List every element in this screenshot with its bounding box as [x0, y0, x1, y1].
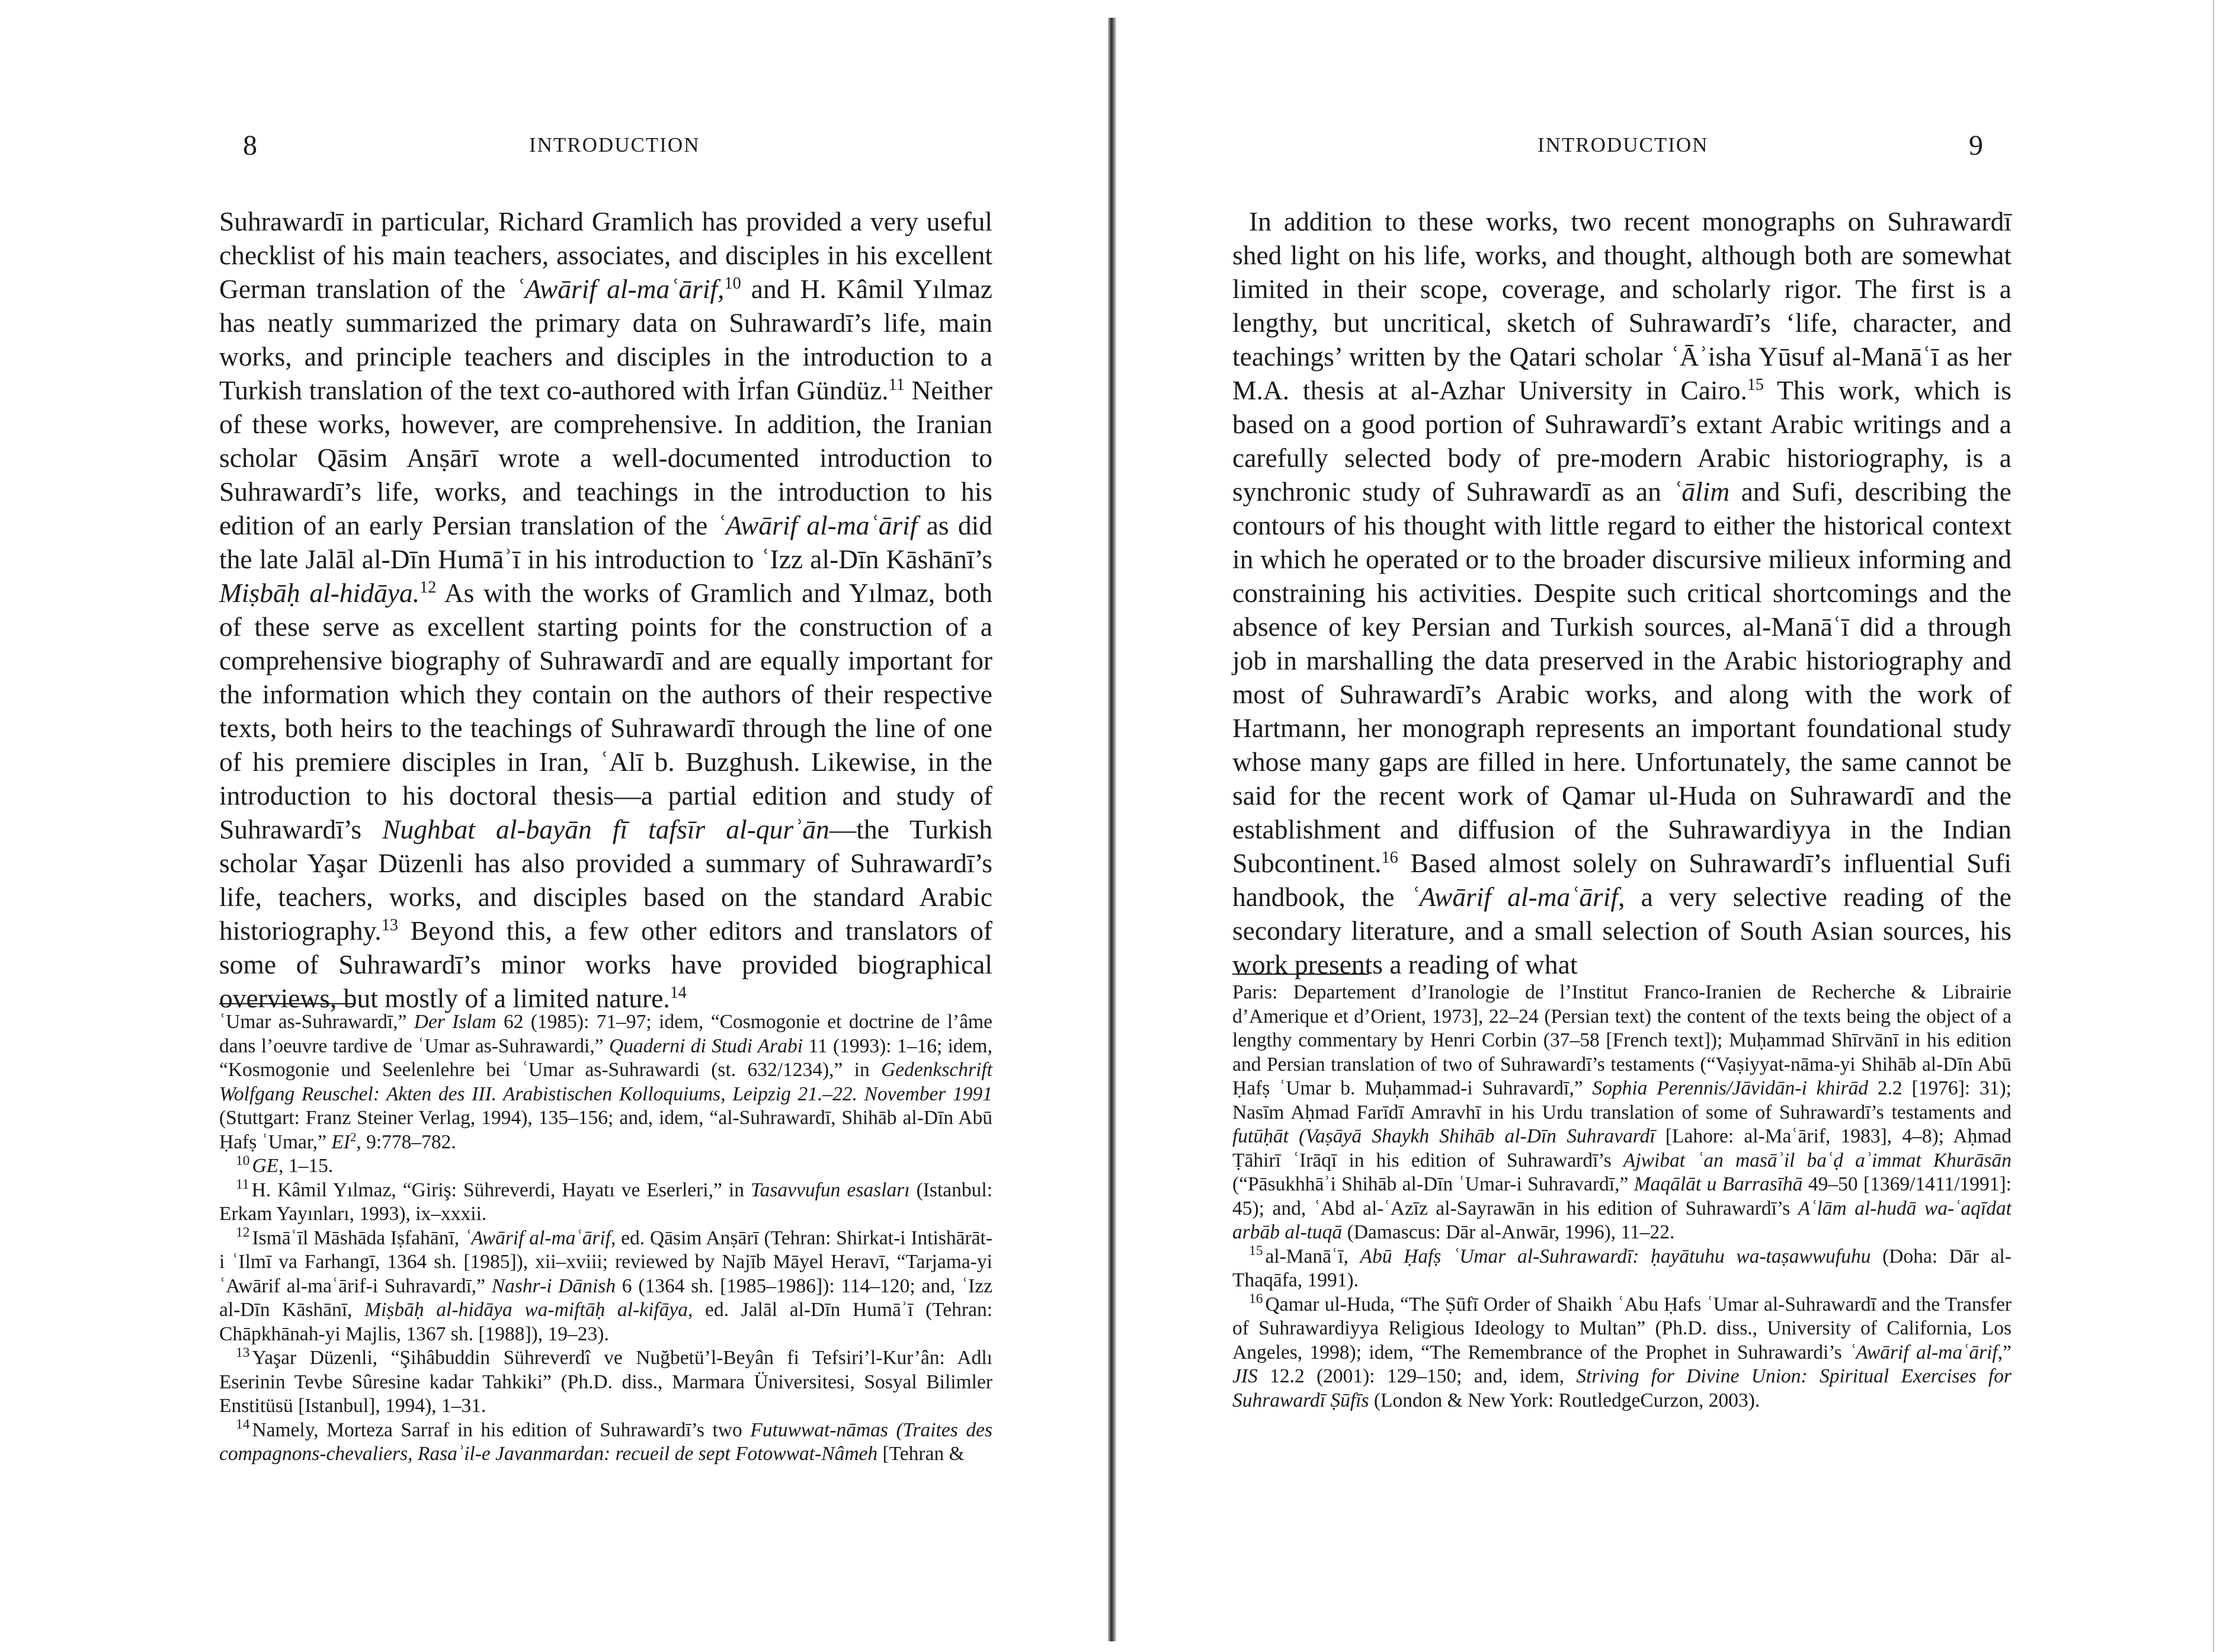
- italic-title: ʿālim: [1673, 476, 1730, 507]
- text-run: , ed. Qāsim Anṣārī (Tehran: Shirkat-i Intishārāt-i ʿIlmī va Farhangī, 1364 sh. [1985]), xii–xviii; reviewed by Najīb Māyel Heravī, “Tarjama-yi ʿAwārif al-maʿārif-i Suhravardī,”: [219, 1227, 993, 1297]
- italic-title: ʿAwārif al-maʿārif: [1849, 1341, 1998, 1363]
- text-run: Ismāʿīl Māshāda Iṣfahānī,: [252, 1227, 465, 1249]
- footnote: [219, 1419, 992, 1467]
- footnote: [219, 1346, 992, 1419]
- text-run: ,”: [1997, 1341, 2011, 1363]
- text-run: as did the late Jalāl al-Dīn Humāʾī in his introduction to ʿIzz al-Dīn Kāshānī’s: [219, 510, 992, 574]
- italic-title: ʿAwārif al-maʿārif: [716, 510, 918, 540]
- footnote-number: 14: [236, 1417, 250, 1433]
- italic-title: GE: [252, 1155, 279, 1177]
- text-run: 11 (1993): 1–16; idem, “Kosmogonie und Seelenlehre bei ʿUmar as-Suhrawardi (st. 632/1234),” in: [219, 1035, 992, 1081]
- text-run: [Lahore: al-Maʿārif, 1983], 4–8); Aḥmad Ṭāhirī ʿIrāqī in his edition of Suhrawardī’s: [1232, 1125, 2011, 1171]
- italic-title: Maqālāt u Barrasīhā: [1633, 1173, 1803, 1195]
- italic-title: Nashr-i Dānish: [491, 1275, 616, 1297]
- text-run: 62 (1985): 71–97; idem, “Cosmogonie et doctrine de l’âme dans l’oeuvre tardive de ʿUmar as-Suhrawardi,”: [219, 1011, 992, 1057]
- right-footnotes: [1232, 981, 2011, 1413]
- text-run: al-Manāʿī,: [1265, 1245, 1360, 1267]
- italic-title: Der Islam: [414, 1011, 497, 1033]
- right-body-text: [1232, 204, 2011, 981]
- footnote-reference: 16: [1381, 848, 1398, 867]
- right-running-head: INTRODUCTION: [1537, 133, 1709, 156]
- italic-title: Miṣbāḥ al-hidāya wa-miftāḥ al-kifāya: [364, 1299, 688, 1321]
- footnote: [1232, 1245, 2011, 1293]
- text-run: As with the works of Gramlich and Yılmaz, both of these serve as excellent starting points for the construction of a comprehensive biography of Suhrawardī and are equally important for the information which they contain on the authors of their respective texts, both heirs to the teachings of Suhrawardī through the line of one of his premiere disciples in Iran, ʿAlī b. Buzghush. Likewise, in the introduction to his doctoral thesis—a partial edition and study of Suhrawardī’s: [219, 578, 992, 844]
- italic-title: Aʿlām al-hudā wa-ʿaqīdat arbāb al-tuqā: [1232, 1197, 2011, 1243]
- italic-title: Miṣbāḥ al-hidāya.: [219, 578, 420, 608]
- italic-title: EI: [331, 1131, 350, 1153]
- footnote-reference: 10: [724, 274, 741, 293]
- right-footnote-rule: [1232, 974, 1369, 975]
- text-run: 49–50 [1369/1411/1991]: 45); and, ʿAbd al-ʿAzīz al-Sayrawān in his edition of Suhrawardī’s: [1232, 1173, 2011, 1219]
- text-run: Suhrawardī in particular, Richard Gramlich has provided a very useful checklist of his main teachers, associates, and disciples in his excellent German translation of the: [219, 206, 992, 304]
- footnote-number: 12: [236, 1225, 250, 1241]
- italic-title: Sophia Perennis/Jāvidān-i khirād: [1592, 1077, 1869, 1099]
- right-paragraph: [1232, 204, 2011, 981]
- italic-title: ʿAwārif al-maʿārif: [464, 1227, 611, 1249]
- text-run: (London & New York: RoutledgeCurzon, 2003).: [1369, 1389, 1760, 1411]
- text-run: This work, which is based on a good portion of Suhrawardī’s extant Arabic writings and a carefully selected body of pre-modern Arabic historiography, is a synchronic study of Suhrawardī as an: [1232, 375, 2011, 507]
- footnote-reference: 13: [381, 915, 399, 934]
- text-run: In addition to these works, two recent monographs on Suhrawardī shed light on his life, works, and thought, although both are somewhat limited in their scope, coverage, and scholarly rigor. The first is a lengthy, but uncritical, sketch of Suhrawardī’s ‘life, character, and teachings’ written by the Qatari scholar ʿĀʾisha Yūsuf al-Manāʿī as her M.A. thesis at al-Azhar University in Cairo.: [1232, 206, 2011, 405]
- text-run: 6 (1364 sh. [1985–1986]): 114–120; and, ʿIzz al-Dīn Kāshānī,: [219, 1275, 992, 1321]
- text-run: (Doha: Dār al-Thaqāfa, 1991).: [1232, 1245, 2011, 1291]
- text-run: , a very selective reading of the secondary literature, and a small selection of South Asian sources, his work presents a reading of what: [1232, 882, 2011, 979]
- footnote-number: 15: [1249, 1243, 1263, 1259]
- italic-title: futūḥāt (Vaṣāyā Shaykh Shihāb al-Dīn Suhravardī: [1232, 1125, 1655, 1147]
- text-run: (Stuttgart: Franz Steiner Verlag, 1994), 135–156; and, idem, “al-Suhrawardī, Shihāb al-Dīn Abū Ḥafṣ ʿUmar,”: [219, 1107, 992, 1153]
- text-run: —the Turkish scholar Yaşar Düzenli has also provided a summary of Suhrawardī’s life, teachers, works, and disciples based on the standard Arabic historiography.: [219, 814, 992, 946]
- italic-title: Abū Ḥafṣ ʿUmar al-Suhrawardī: ḥayātuhu wa-taṣawwufuhu: [1360, 1245, 1871, 1267]
- italic-title: Ajwibat ʿan masāʾil baʿḍ aʾimmat Khurāsān: [1623, 1149, 2011, 1171]
- footnote-reference: 15: [1747, 375, 1764, 394]
- footnote-reference: 2: [350, 1130, 357, 1144]
- footnote-reference: 14: [670, 983, 687, 1002]
- left-body-text: [219, 204, 992, 1015]
- footnote-number: 11: [236, 1177, 249, 1193]
- italic-title: ʿAwārif al-maʿārif,: [515, 274, 725, 304]
- footnote: [1232, 981, 2011, 1245]
- footnote: [219, 1227, 992, 1347]
- italic-title: Futuwwat-nāmas (Traites des compagnons-chevaliers, Rasaʾil-e Javanmardan: recueil de sept Fotowwat-Nâmeh: [219, 1419, 992, 1465]
- text-run: and H. Kâmil Yılmaz has neatly summarized the primary data on Suhrawardī’s life, main works, and principle teachers and disciples in the introduction to a Turkish translation of the text co-authored with İrfan Gündüz.: [219, 274, 992, 405]
- text-run: ʿUmar as-Suhrawardī,”: [219, 1011, 414, 1033]
- text-run: Beyond this, a few other editors and translators of some of Suhrawardī’s minor works have provided biographical overviews, but mostly of a limited nature.: [219, 915, 992, 1013]
- text-run: Qamar ul-Huda, “The Ṣūfī Order of Shaikh ʿAbu Ḥafs ʿUmar al-Suhrawardī and the Transfer of Suhrawardiyya Religious Ideology to Multan” (Ph.D. diss., University of California, Los Angeles, 1998); idem, “The Remembrance of the Prophet in Suhrawardi’s: [1232, 1293, 2011, 1363]
- italic-title: Quaderni di Studi Arabi: [608, 1035, 803, 1057]
- left-footnotes: [219, 1010, 992, 1467]
- footnote-number: 13: [236, 1344, 250, 1360]
- left-page-number: 8: [243, 130, 257, 161]
- text-run: 12.2 (2001): 129–150; and, idem,: [1257, 1365, 1577, 1387]
- italic-title: Tasavvufun esasları: [751, 1179, 910, 1201]
- footnote: [219, 1010, 992, 1154]
- right-page-number: 9: [1969, 130, 1983, 161]
- footnote-reference: 11: [888, 375, 905, 394]
- italic-title: Nughbat al-bayān fī tafsīr al-qurʾān: [382, 814, 829, 844]
- book-gutter: [1108, 18, 1116, 1641]
- text-run: and Sufi, describing the contours of his thought with little regard to either the historical context in which he operated or to the broader discursive milieux informing and constraining his activities. Despite such critical shortcomings and the absence of key Persian and Turkish sources, al-Manāʿī did a through job in marshalling the data preserved in the Arabic historiography and most of Suhrawardī’s Arabic works, and along with the work of Hartmann, her monograph represents an important foundational study whose many gaps are filled in here. Unfortunately, the same cannot be said for the recent work of Qamar ul-Huda on Suhrawardī and the establishment and diffusion of the Suhrawardiyya in the Indian Subcontinent.: [1232, 476, 2011, 878]
- page-edge: [2213, 0, 2214, 1652]
- left-running-head: INTRODUCTION: [529, 133, 700, 156]
- text-run: , ed. Jalāl al-Dīn Humāʾī (Tehran: Chāpkhānah-yi Majlis, 1367 sh. [1988]), 19–23).: [219, 1299, 992, 1345]
- italic-title: JIS: [1232, 1365, 1258, 1387]
- italic-title: Striving for Divine Union: Spiritual Exercises for Suhrawardī Ṣūfīs: [1232, 1365, 2011, 1411]
- left-paragraph: [219, 204, 992, 1015]
- text-run: Based almost solely on Suhrawardī’s influential Sufi handbook, the: [1232, 848, 2011, 912]
- footnote: [1232, 1293, 2011, 1413]
- text-run: (“Pāsukhhāʾi Shihāb al-Dīn ʿUmar-i Suhravardī,”: [1232, 1173, 1634, 1195]
- footnote-number: 16: [1249, 1291, 1263, 1307]
- text-run: Paris: Departement d’Iranologie de l’Institut Franco-Iranien de Recherche & Librairie d’Amerique et d’Orient, 1973], 22–24 (Persian text) the content of the texts being the object of a lengthy commentary by Henri Corbin (37–58 [French text]); Muḥammad Shīrvānī in his edition and Persian translation of two of Suhrawardī’s testaments (“Vaṣiyyat-nāma-yi Shihāb al-Dīn Abū Ḥafṣ ʿUmar b. Muḥammad-i Suhravardī,”: [1232, 981, 2011, 1099]
- text-run: (Istanbul: Erkam Yayınları, 1993), ix–xxxii.: [219, 1179, 993, 1225]
- italic-title: ʿAwārif al-maʿārif: [1410, 882, 1619, 912]
- text-run: , 1–15.: [278, 1155, 334, 1177]
- footnote-number: 10: [236, 1152, 250, 1168]
- italic-title: Gedenkschrift Wolfgang Reuschel: Akten des III. Arabistischen Kolloquiums, Leipzig 21.–22. November 1991: [219, 1059, 992, 1105]
- text-run: 2.2 [1976]: 31); Nasīm Aḥmad Farīdī Amravhī in his Urdu translation of some of Suhrawardī’s testaments and: [1232, 1077, 2011, 1123]
- footnote: [219, 1179, 992, 1227]
- text-run: Yaşar Düzenli, “Şihâbuddin Sühreverdî ve Nuğbetü’l-Beyân fi Tefsiri’l-Kur’ân: Adlı Eserinin Tevbe Sûresine kadar Tahkiki” (Ph.D. diss., Marmara Üniversitesi, Sosyal Bilimler Enstitüsü [Istanbul], 1994), 1–31.: [219, 1347, 992, 1417]
- footnote: [219, 1154, 992, 1179]
- footnote-reference: 12: [419, 578, 437, 597]
- text-run: Namely, Morteza Sarraf in his edition of Suhrawardī’s two: [252, 1419, 751, 1441]
- text-run: (Damascus: Dār al-Anwār, 1996), 11–22.: [1342, 1221, 1675, 1243]
- text-run: [Tehran &: [877, 1443, 965, 1465]
- text-run: H. Kâmil Yılmaz, “Giriş: Sühreverdi, Hayatı ve Eserleri,” in: [251, 1179, 751, 1201]
- left-footnote-rule: [219, 1003, 355, 1004]
- text-run: , 9:778–782.: [356, 1131, 456, 1153]
- text-run: Neither of these works, however, are comprehensive. In addition, the Iranian scholar Qāsim Anṣārī wrote a well-documented introduction to Suhrawardī’s life, works, and teachings in the introduction to his edition of an early Persian translation of the: [219, 375, 993, 540]
